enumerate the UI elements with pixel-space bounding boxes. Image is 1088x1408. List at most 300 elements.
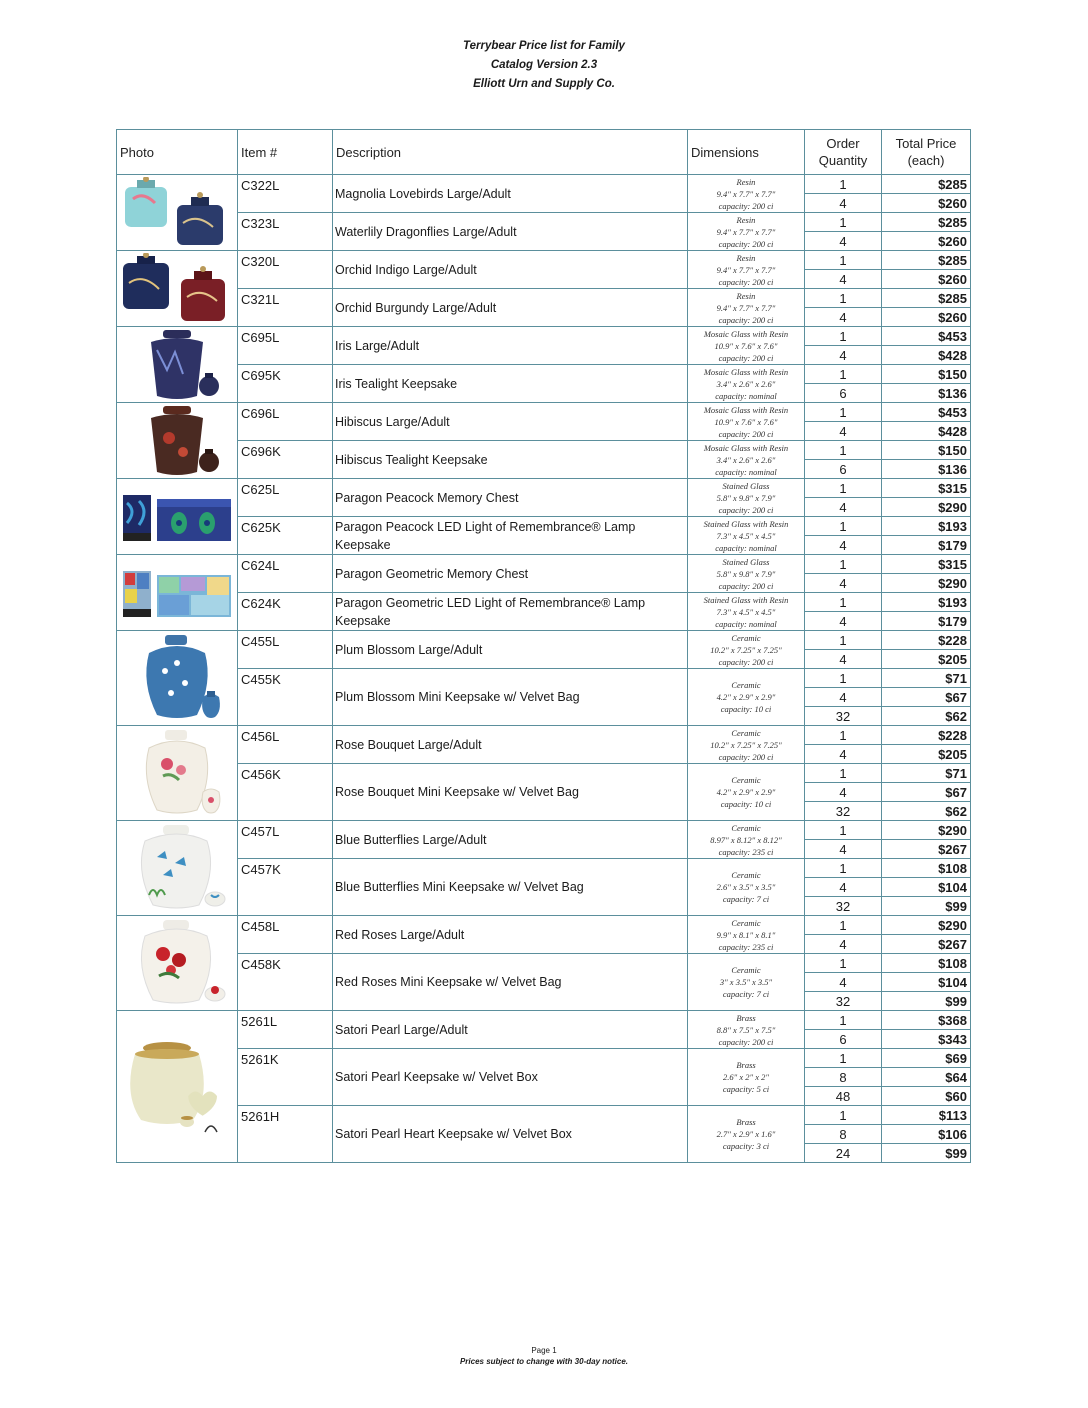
item-number: C625L [238,479,333,517]
unit-price: $104 [882,973,971,992]
dimension-line: Mosaic Glass with Resin [703,366,789,377]
dimension-line: 9.9" x 8.1" x 8.1" [716,929,776,940]
dimension-line: capacity: 5 ci [722,1084,770,1094]
product-photo [117,327,238,403]
order-quantity: 1 [805,1011,882,1030]
item-description: Magnolia Lovebirds Large/Adult [333,175,688,213]
unit-price: $64 [882,1068,971,1087]
dimension-line: capacity: nominal [715,466,777,477]
item-description: Iris Large/Adult [333,327,688,365]
table-row [117,726,971,745]
item-description: Satori Pearl Heart Keepsake w/ Velvet Box [333,1106,688,1163]
unit-price: $290 [882,498,971,517]
item-dimensions [688,821,805,859]
item-dimensions [688,365,805,403]
dimension-line: capacity: 200 ci [718,656,774,667]
item-number: C455K [238,669,333,726]
table-row [117,327,971,346]
table-row [117,365,971,384]
order-quantity: 1 [805,954,882,973]
item-dimensions [688,764,805,821]
unit-price: $428 [882,346,971,365]
order-quantity: 48 [805,1087,882,1106]
product-photo [117,631,238,726]
peacock-chest-and-lamp [117,489,237,545]
item-dimensions [688,327,805,365]
item-number: C695L [238,327,333,365]
item-description: Paragon Geometric Memory Chest [333,555,688,593]
dimension-line: capacity: 200 ci [718,276,774,287]
item-number: C458K [238,954,333,1011]
order-quantity: 4 [805,346,882,365]
order-quantity: 1 [805,1049,882,1068]
dimension-line: 3" x 3.5" x 3.5" [719,977,773,987]
order-quantity: 4 [805,745,882,764]
table-row [117,517,971,536]
dimension-line: capacity: nominal [715,390,777,401]
unit-price: $179 [882,612,971,631]
dimension-line: 10.9" x 7.6" x 7.6" [714,416,778,427]
dimension-line: 2.6" x 3.5" x 3.5" [716,882,776,892]
unit-price: $285 [882,213,971,232]
dimension-line: capacity: 235 ci [718,941,774,952]
item-description: Red Roses Large/Adult [333,916,688,954]
col-photo-header: Photo [117,130,238,175]
dimension-line: capacity: 235 ci [718,846,774,857]
dimension-line: 4.2" x 2.9" x 2.9" [716,787,776,797]
order-quantity: 4 [805,498,882,517]
dimension-line: 7.3" x 4.5" x 4.5" [716,530,776,541]
order-quantity: 1 [805,1106,882,1125]
unit-price: $260 [882,194,971,213]
dimension-line: Mosaic Glass with Resin [703,404,789,415]
item-number: 5261L [238,1011,333,1049]
col-price-header [882,130,971,175]
order-quantity: 1 [805,327,882,346]
item-description: Satori Pearl Keepsake w/ Velvet Box [333,1049,688,1106]
unit-price: $290 [882,916,971,935]
item-description: Blue Butterflies Large/Adult [333,821,688,859]
order-quantity: 1 [805,669,882,688]
order-quantity: 4 [805,232,882,251]
order-quantity: 1 [805,517,882,536]
dimension-line: Ceramic [731,727,761,738]
order-quantity: 4 [805,270,882,289]
unit-price: $136 [882,460,971,479]
unit-price: $136 [882,384,971,403]
dimension-line: Brass [736,1012,756,1023]
two-lidded-urns-indigo-burgundy [117,253,237,325]
unit-price: $71 [882,764,971,783]
dimension-line: capacity: 200 ci [718,580,774,591]
dimension-line: 8.97" x 8.12" x 8.12" [710,834,782,845]
dimension-line: capacity: 200 ci [718,504,774,515]
order-quantity: 4 [805,194,882,213]
table-row [117,555,971,574]
dimension-line: Brass [736,1060,756,1070]
order-quantity: 1 [805,213,882,232]
order-quantity: 32 [805,707,882,726]
dimension-line: 5.8" x 9.8" x 7.9" [716,492,776,503]
dimension-line: capacity: 200 ci [718,1036,774,1047]
order-quantity: 1 [805,764,882,783]
blue-butterflies-urn-and-keepsake [117,823,237,913]
unit-price: $428 [882,422,971,441]
order-quantity: 1 [805,403,882,422]
item-dimensions [688,479,805,517]
unit-price: $99 [882,992,971,1011]
order-quantity: 8 [805,1125,882,1144]
product-photo [117,175,238,251]
item-description: Orchid Indigo Large/Adult [333,251,688,289]
product-photo [117,1011,238,1163]
order-quantity: 4 [805,973,882,992]
item-number: C696L [238,403,333,441]
item-description: Waterlily Dragonflies Large/Adult [333,213,688,251]
table-row [117,441,971,460]
dimension-line: 2.6" x 2" x 2" [723,1072,769,1082]
table-row [117,821,971,840]
dimension-line: Ceramic [731,917,761,928]
dimension-line: 10.9" x 7.6" x 7.6" [714,340,778,351]
item-dimensions [688,289,805,327]
order-quantity: 1 [805,821,882,840]
item-dimensions [688,1049,805,1106]
dimension-line: Mosaic Glass with Resin [703,442,789,453]
table-row [117,289,971,308]
unit-price: $205 [882,745,971,764]
table-row [117,403,971,422]
order-quantity: 6 [805,460,882,479]
dimension-line: Stained Glass with Resin [703,594,789,605]
dimension-line: capacity: 7 ci [722,989,770,999]
item-number: C457L [238,821,333,859]
unit-price: $150 [882,365,971,384]
table-row [117,916,971,935]
table-row [117,175,971,194]
dimension-line: 9.4" x 7.7" x 7.7" [716,226,776,237]
product-photo [117,821,238,916]
order-quantity: 4 [805,308,882,327]
unit-price: $260 [882,308,971,327]
table-row [117,669,971,688]
dimension-line: Ceramic [731,965,761,975]
dimension-line: capacity: nominal [715,618,777,629]
item-description: Satori Pearl Large/Adult [333,1011,688,1049]
order-quantity: 1 [805,593,882,612]
order-quantity: 1 [805,555,882,574]
red-roses-urn-and-keepsake [117,918,237,1008]
unit-price: $205 [882,650,971,669]
item-description: Rose Bouquet Large/Adult [333,726,688,764]
item-description: Hibiscus Large/Adult [333,403,688,441]
order-quantity: 1 [805,916,882,935]
item-number: C624K [238,593,333,631]
dimension-line: Mosaic Glass with Resin [703,328,789,339]
order-quantity: 1 [805,251,882,270]
item-dimensions [688,441,805,479]
table-row [117,479,971,498]
item-description: Orchid Burgundy Large/Adult [333,289,688,327]
order-quantity: 4 [805,878,882,897]
item-description: Paragon Peacock Memory Chest [333,479,688,517]
unit-price: $104 [882,878,971,897]
dimension-line: 4.2" x 2.9" x 2.9" [716,692,776,702]
item-description: Plum Blossom Large/Adult [333,631,688,669]
unit-price: $290 [882,821,971,840]
product-photo [117,251,238,327]
unit-price: $69 [882,1049,971,1068]
table-row [117,251,971,270]
order-quantity: 1 [805,726,882,745]
dimension-line: 10.2" x 7.25" x 7.25" [710,644,782,655]
item-dimensions [688,251,805,289]
product-photo [117,916,238,1011]
item-description: Plum Blossom Mini Keepsake w/ Velvet Bag [333,669,688,726]
dimension-line: 10.2" x 7.25" x 7.25" [710,739,782,750]
unit-price: $113 [882,1106,971,1125]
dimension-line: 9.4" x 7.7" x 7.7" [716,264,776,275]
dimension-line: 9.4" x 7.7" x 7.7" [716,188,776,199]
dimension-line: capacity: nominal [715,542,777,553]
table-row [117,1011,971,1030]
unit-price: $290 [882,574,971,593]
item-number: C458L [238,916,333,954]
item-number: C320L [238,251,333,289]
price-list-table [116,129,971,1163]
item-description: Blue Butterflies Mini Keepsake w/ Velvet Bag [333,859,688,916]
item-description: Hibiscus Tealight Keepsake [333,441,688,479]
order-quantity: 4 [805,688,882,707]
geometric-chest-and-lamp [117,565,237,621]
product-photo [117,403,238,479]
item-number: C625K [238,517,333,555]
dimension-line: 8.8" x 7.5" x 7.5" [716,1024,776,1035]
order-quantity: 1 [805,859,882,878]
dimension-line: Resin [736,290,756,301]
unit-price: $108 [882,859,971,878]
unit-price: $99 [882,897,971,916]
dimension-line: Ceramic [731,870,761,880]
table-header-row [117,130,971,175]
dimension-line: capacity: 200 ci [718,200,774,211]
order-quantity: 6 [805,384,882,403]
catalog-version: Catalog Version 2.3 [490,59,598,71]
item-dimensions [688,213,805,251]
dimension-line: Stained Glass [722,480,770,491]
item-dimensions [688,1106,805,1163]
col-item-header: Item # [238,130,333,175]
unit-price: $315 [882,555,971,574]
unit-price: $193 [882,593,971,612]
dimension-line: 2.7" x 2.9" x 1.6" [716,1129,776,1139]
order-quantity: 4 [805,574,882,593]
table-row [117,954,971,973]
order-quantity: 32 [805,802,882,821]
item-number: C456L [238,726,333,764]
qty-header-line1: Order [826,136,860,151]
table-row [117,1106,971,1125]
item-number: 5261K [238,1049,333,1106]
order-quantity: 1 [805,479,882,498]
item-number: C321L [238,289,333,327]
dimension-line: capacity: 200 ci [718,428,774,439]
dimension-line: capacity: 7 ci [722,894,770,904]
item-description: Paragon Peacock LED Light of Remembrance® Lamp Keepsake [333,517,688,555]
unit-price: $106 [882,1125,971,1144]
item-number: C457K [238,859,333,916]
item-dimensions [688,859,805,916]
table-row [117,593,971,612]
order-quantity: 8 [805,1068,882,1087]
item-number: 5261H [238,1106,333,1163]
dimension-line: 9.4" x 7.7" x 7.7" [716,302,776,313]
col-dimensions-header: Dimensions [688,130,805,175]
rose-bouquet-urn-and-keepsake [117,728,237,818]
price-header-line2: (each) [907,153,945,168]
item-dimensions [688,669,805,726]
dimension-line: Stained Glass with Resin [703,518,789,529]
item-number: C456K [238,764,333,821]
item-dimensions [688,555,805,593]
unit-price: $99 [882,1144,971,1163]
unit-price: $71 [882,669,971,688]
dimension-line: 5.8" x 9.8" x 7.9" [716,568,776,579]
unit-price: $285 [882,175,971,194]
unit-price: $108 [882,954,971,973]
footer-note: Prices subject to change with 30-day notice. [459,1357,629,1366]
unit-price: $228 [882,726,971,745]
dimension-line: capacity: 200 ci [718,314,774,325]
product-photo [117,726,238,821]
item-dimensions [688,593,805,631]
unit-price: $343 [882,1030,971,1049]
unit-price: $368 [882,1011,971,1030]
dimension-line: 3.4" x 2.6" x 2.6" [716,378,776,389]
unit-price: $150 [882,441,971,460]
order-quantity: 6 [805,1030,882,1049]
unit-price: $62 [882,802,971,821]
unit-price: $67 [882,688,971,707]
unit-price: $285 [882,251,971,270]
dimension-line: Ceramic [731,775,761,785]
item-dimensions [688,1011,805,1049]
dimension-line: capacity: 10 ci [720,799,772,809]
item-dimensions [688,517,805,555]
item-number: C695K [238,365,333,403]
table-row [117,1049,971,1068]
unit-price: $285 [882,289,971,308]
unit-price: $315 [882,479,971,498]
dimension-line: Resin [736,214,756,225]
order-quantity: 1 [805,365,882,384]
order-quantity: 4 [805,783,882,802]
order-quantity: 4 [805,650,882,669]
hibiscus-urn-and-keepsake [117,404,237,478]
unit-price: $260 [882,270,971,289]
price-header-line1: Total Price [895,136,957,151]
unit-price: $453 [882,403,971,422]
product-photo [117,555,238,631]
dimension-line: Brass [736,1117,756,1127]
dimension-line: Resin [736,252,756,263]
item-description: Iris Tealight Keepsake [333,365,688,403]
two-lidded-urns-teal-navy [117,177,237,249]
doc-title: Terrybear Price list for Family [463,40,625,52]
order-quantity: 24 [805,1144,882,1163]
item-description: Rose Bouquet Mini Keepsake w/ Velvet Bag [333,764,688,821]
page-number: Page 1 [531,1346,557,1355]
unit-price: $267 [882,840,971,859]
unit-price: $67 [882,783,971,802]
dimension-line: Ceramic [731,632,761,643]
dimension-line: Stained Glass [722,556,770,567]
dimension-line: 3.4" x 2.6" x 2.6" [716,454,776,465]
item-dimensions [688,175,805,213]
dimension-line: 7.3" x 4.5" x 4.5" [716,606,776,617]
company-name: Elliott Urn and Supply Co. [473,78,615,90]
order-quantity: 4 [805,840,882,859]
item-dimensions [688,403,805,441]
dimension-line: capacity: 3 ci [722,1141,770,1151]
unit-price: $267 [882,935,971,954]
item-description: Red Roses Mini Keepsake w/ Velvet Bag [333,954,688,1011]
order-quantity: 4 [805,536,882,555]
plum-blossom-urn-and-keepsake [117,633,237,723]
table-row [117,764,971,783]
dimension-line: capacity: 200 ci [718,751,774,762]
item-dimensions [688,726,805,764]
table-row [117,859,971,878]
unit-price: $193 [882,517,971,536]
order-quantity: 1 [805,441,882,460]
dimension-line: Ceramic [731,822,761,833]
order-quantity: 4 [805,422,882,441]
dimension-line: capacity: 200 ci [718,238,774,249]
unit-price: $62 [882,707,971,726]
item-dimensions [688,631,805,669]
order-quantity: 1 [805,631,882,650]
iris-urn-and-keepsake [117,328,237,402]
col-quantity-header [805,130,882,175]
order-quantity: 4 [805,935,882,954]
table-row [117,631,971,650]
qty-header-line2: Quantity [818,153,868,168]
unit-price: $260 [882,232,971,251]
item-number: C455L [238,631,333,669]
unit-price: $179 [882,536,971,555]
product-photo [117,479,238,555]
item-number: C322L [238,175,333,213]
dimension-line: capacity: 10 ci [720,704,772,714]
dimension-line: Resin [736,176,756,187]
col-description-header: Description [333,130,688,175]
item-dimensions [688,954,805,1011]
item-number: C323L [238,213,333,251]
dimension-line: Ceramic [731,680,761,690]
order-quantity: 4 [805,612,882,631]
unit-price: $60 [882,1087,971,1106]
order-quantity: 1 [805,289,882,308]
order-quantity: 1 [805,175,882,194]
order-quantity: 32 [805,897,882,916]
table-row [117,213,971,232]
item-number: C624L [238,555,333,593]
unit-price: $453 [882,327,971,346]
item-dimensions [688,916,805,954]
dimension-line: capacity: 200 ci [718,352,774,363]
unit-price: $228 [882,631,971,650]
